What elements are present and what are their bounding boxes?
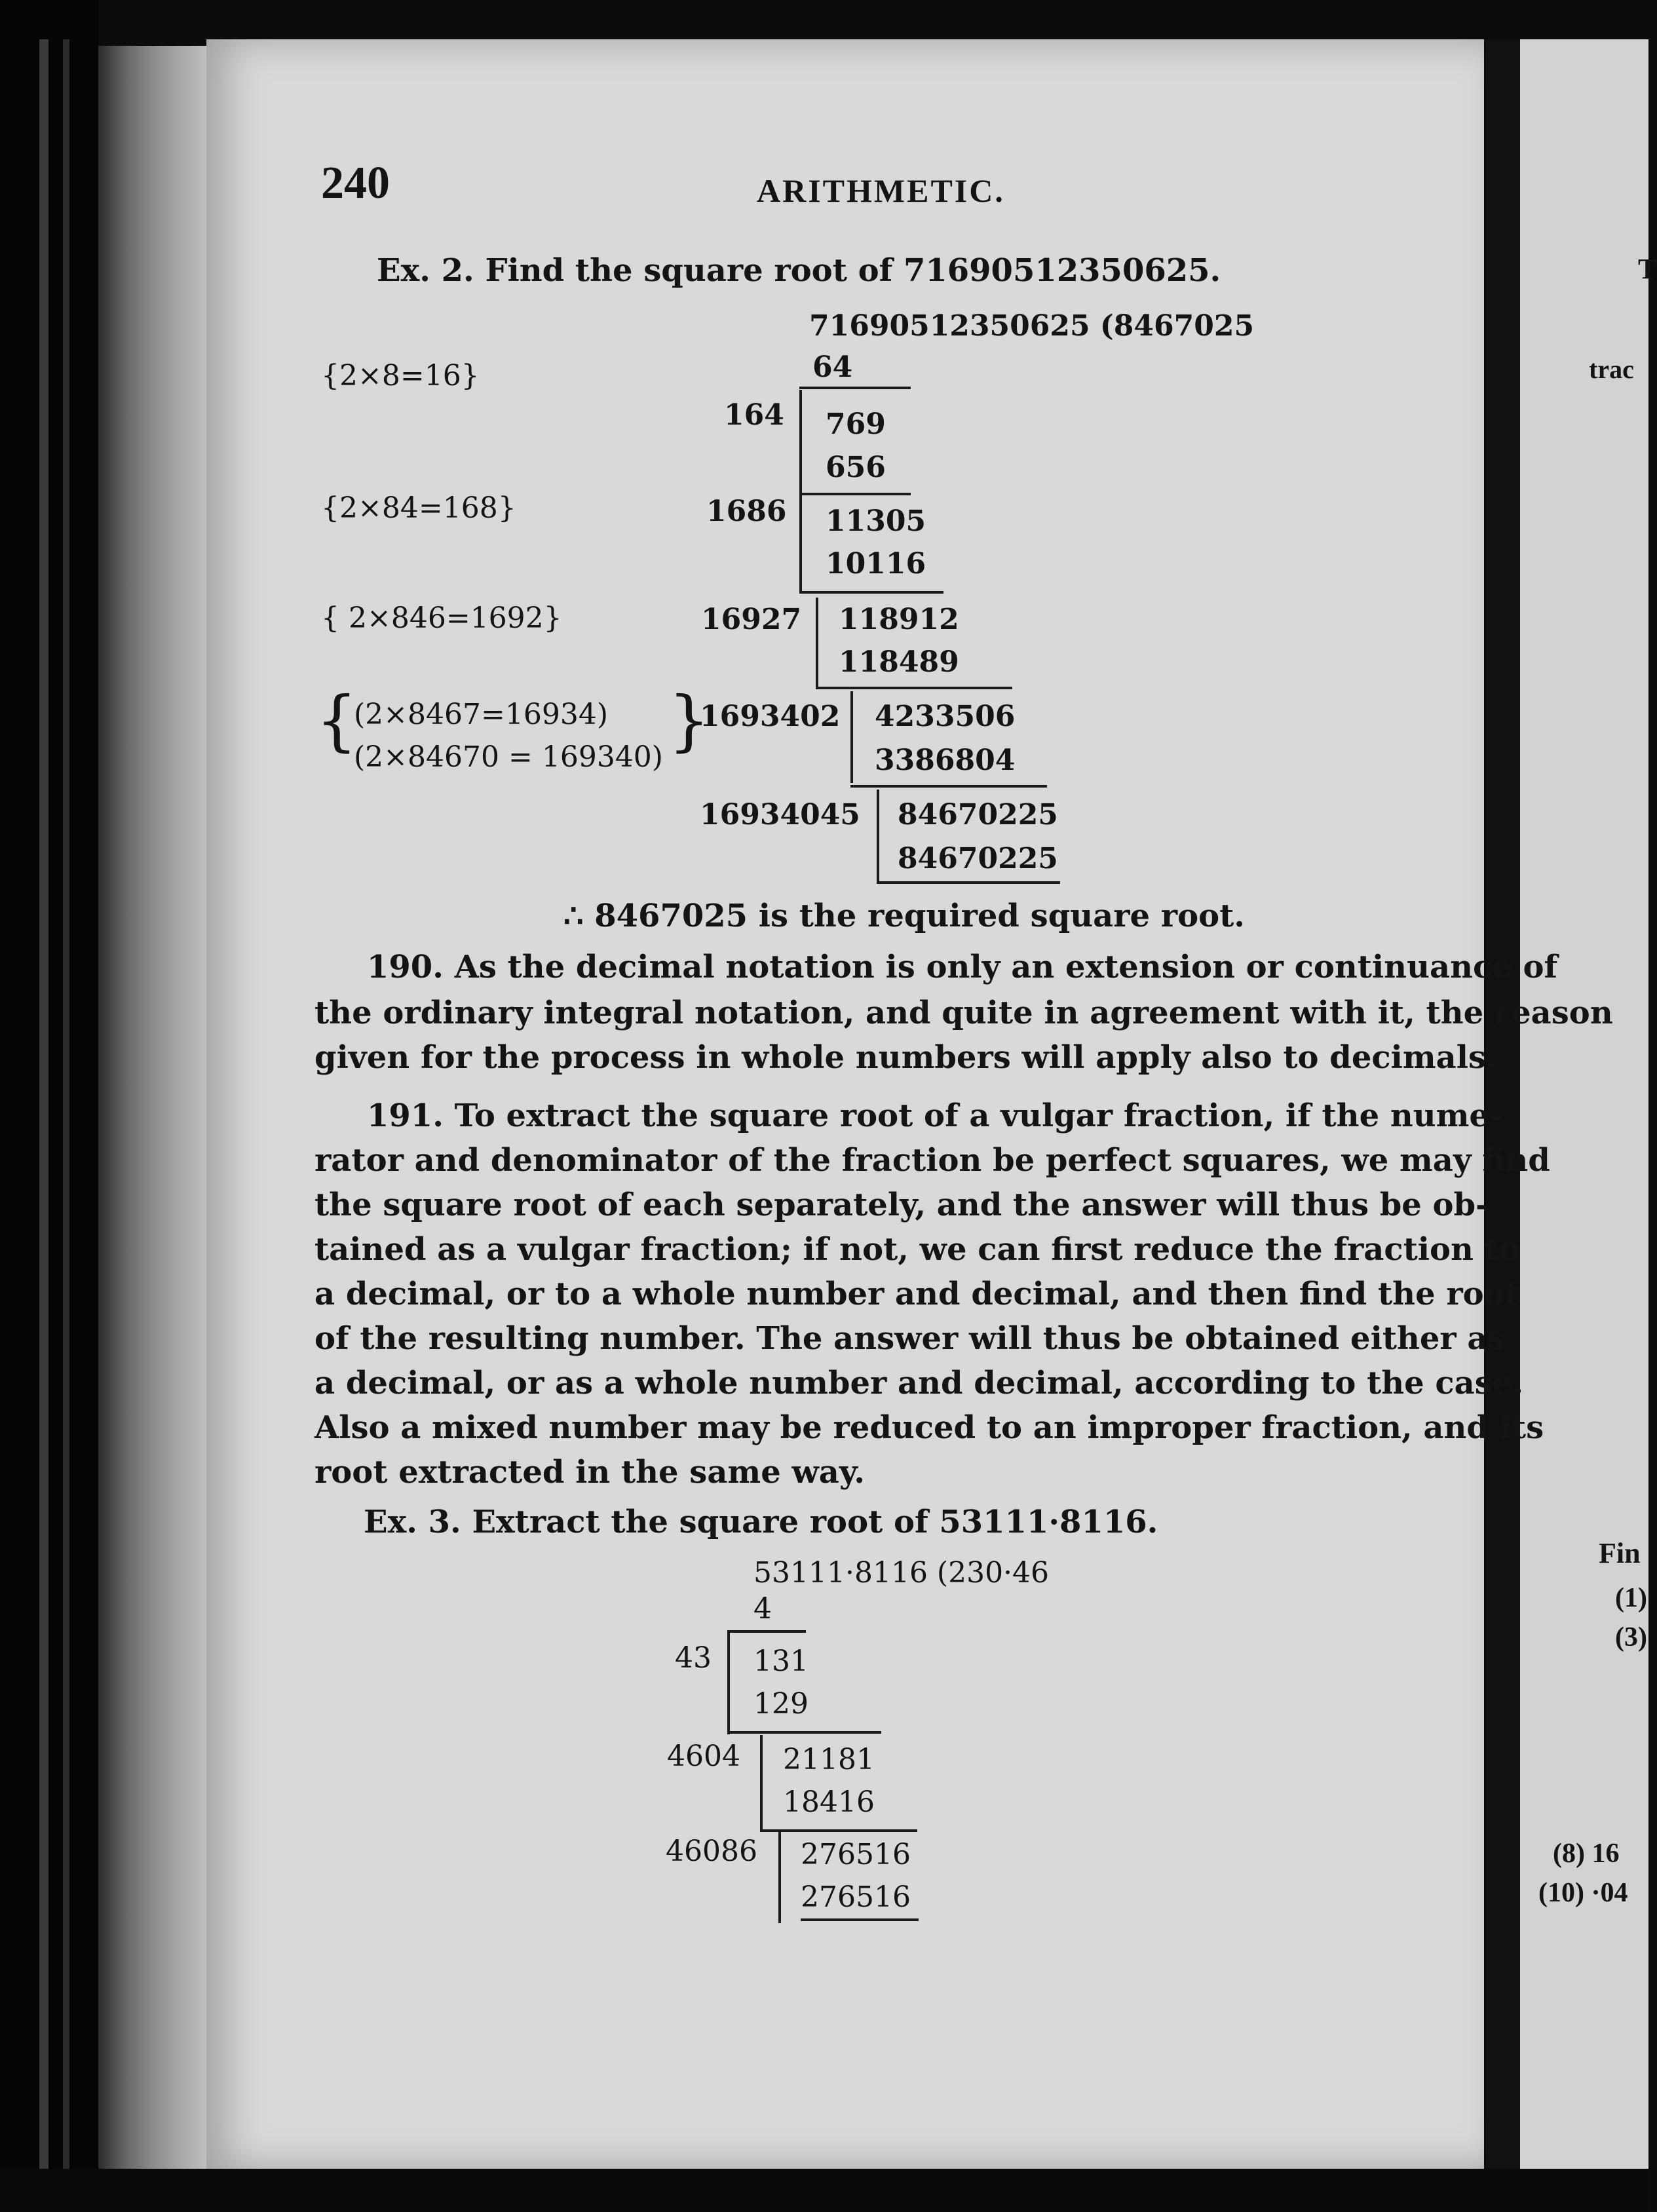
para-190-line: 190. As the decimal notation is only an extension or continuance of — [367, 949, 1558, 985]
binding-shadow — [0, 0, 98, 2212]
ex2-note-1: {2×8=16} — [321, 359, 480, 392]
scan-border — [0, 2169, 1648, 2212]
para-191-line: the square root of each separately, and the answer will thus be ob- — [314, 1187, 1489, 1223]
ex2-note-3: { 2×846=1692} — [321, 601, 562, 635]
rule — [877, 881, 1060, 884]
para-190-line: the ordinary integral notation, and quite in agreement with it, the reason — [314, 995, 1613, 1031]
para-191-line: 191. To extract the square root of a vulgar fraction, if the nume- — [367, 1097, 1502, 1134]
facing-page-fragment: trac — [1589, 354, 1634, 384]
para-191-line: of the resulting number. The answer will thus be obtained either as — [314, 1320, 1506, 1357]
ex3-step-2-b: 18416 — [783, 1785, 875, 1819]
rule — [727, 1731, 881, 1734]
rule — [799, 387, 911, 389]
division-bar — [877, 790, 879, 881]
ex3-divisor-3: 46086 — [666, 1835, 757, 1868]
rule — [801, 1918, 919, 1921]
ex2-step-4-a: 4233506 — [875, 700, 1016, 733]
ex3-divisor-1: 43 — [675, 1641, 712, 1675]
ex2-divisor-2: 1686 — [706, 495, 787, 528]
example-3-heading: Ex. 3. Extract the square root of 53111·8116. — [364, 1504, 1158, 1540]
rule — [816, 687, 1012, 689]
example-2-heading: Ex. 2. Find the square root of 71690512350625. — [377, 252, 1221, 289]
ex2-step-5-b: 84670225 — [898, 842, 1058, 875]
rule — [799, 591, 943, 594]
ex2-divisor-1: 164 — [724, 398, 784, 432]
para-190-line: given for the process in whole numbers will apply also to decimals. — [314, 1039, 1497, 1076]
para-191-line: root extracted in the same way. — [314, 1454, 865, 1491]
ex3-step-3-b: 276516 — [801, 1880, 911, 1914]
ex2-note-4b: (2×84670 = 169340) — [354, 740, 663, 774]
page-number: 240 — [321, 158, 390, 208]
running-title: ARITHMETIC. — [757, 172, 1005, 209]
ex2-step-2-a: 11305 — [826, 505, 926, 538]
ex3-divisor-2: 4604 — [667, 1740, 740, 1773]
ex3-dividend: 53111·8116 (230·46 — [753, 1556, 1050, 1590]
division-bar — [816, 598, 818, 689]
ex3-step-2-a: 21181 — [783, 1743, 875, 1776]
ex2-note-4a: (2×8467=16934) — [354, 698, 609, 731]
ex3-step-1-a: 131 — [753, 1645, 809, 1678]
right-brace: } — [668, 682, 710, 759]
ex2-step-3-b: 118489 — [839, 645, 959, 679]
ex2-step-3-a: 118912 — [839, 603, 959, 636]
facing-page-fragment: Fin — [1599, 1537, 1641, 1569]
division-bar — [850, 691, 853, 783]
division-bar — [778, 1831, 781, 1923]
para-191-line: Also a mixed number may be reduced to an improper fraction, and its — [314, 1409, 1544, 1446]
rule — [799, 493, 911, 495]
para-191-line: a decimal, or to a whole number and decimal, and then find the root — [314, 1276, 1519, 1312]
ex2-dividend: 71690512350625 (8467025 — [809, 309, 1255, 343]
ex2-step-1-a: 769 — [826, 408, 886, 441]
ex3-step-1-b: 129 — [753, 1687, 809, 1721]
rule — [727, 1630, 806, 1633]
ex2-step-2-b: 10116 — [826, 547, 926, 581]
para-191-line: rator and denominator of the fraction be perfect squares, we may find — [314, 1142, 1550, 1179]
facing-page-fragment: (10) ·04 — [1538, 1878, 1628, 1908]
ex2-step-1-b: 656 — [826, 451, 886, 484]
binding-stripe — [39, 39, 48, 2169]
rule — [850, 785, 1047, 788]
para-191-line: a decimal, or as a whole number and decimal, according to the case. — [314, 1365, 1524, 1402]
facing-page-fragment: T — [1638, 253, 1657, 285]
ex3-step-3-a: 276516 — [801, 1838, 911, 1871]
ex2-first-square: 64 — [812, 351, 853, 384]
page-gutter — [98, 46, 216, 2169]
division-bar — [799, 390, 802, 593]
para-191-line: tained as a vulgar fraction; if not, we can first reduce the fraction to — [314, 1231, 1520, 1268]
ex2-conclusion: ∴ 8467025 is the required square root. — [563, 898, 1245, 934]
division-bar — [760, 1735, 763, 1832]
ex2-step-5-a: 84670225 — [898, 798, 1058, 831]
facing-page-fragment: (8) 16 — [1553, 1839, 1620, 1869]
left-brace: { — [316, 682, 358, 759]
binding-stripe — [63, 39, 69, 2169]
facing-page-fragment: (1) — [1615, 1583, 1647, 1613]
ex2-note-2: {2×84=168} — [321, 491, 516, 525]
rule — [760, 1829, 917, 1832]
ex2-divisor-3: 16927 — [701, 603, 802, 636]
ex2-divisor-5: 16934045 — [700, 798, 860, 831]
ex3-first-square: 4 — [753, 1592, 772, 1626]
ex2-step-4-b: 3386804 — [875, 744, 1016, 777]
facing-page-fragment: (3) — [1615, 1622, 1647, 1652]
ex2-divisor-4: 1693402 — [700, 700, 841, 733]
division-bar — [727, 1633, 730, 1734]
